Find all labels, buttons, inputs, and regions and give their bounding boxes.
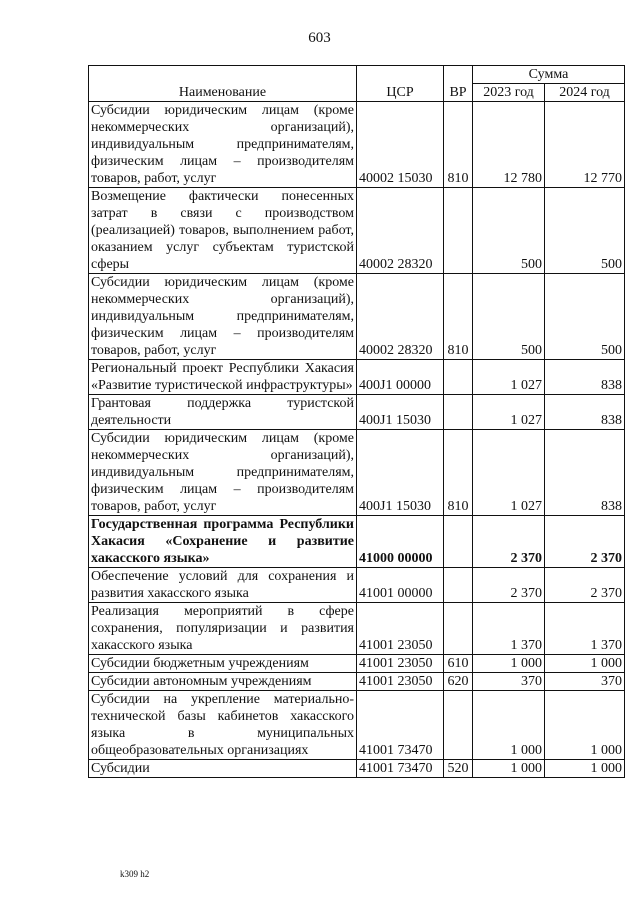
- row-vr: [444, 568, 473, 603]
- table-row: [89, 188, 625, 274]
- table-row: [89, 360, 625, 395]
- row-sum-2024: 838: [545, 430, 625, 516]
- row-csr: 41000 00000: [357, 516, 444, 568]
- row-vr: [444, 188, 473, 274]
- row-csr: 41001 73470: [357, 760, 444, 778]
- row-sum-2023: 370: [473, 673, 545, 691]
- table-row: [89, 430, 625, 516]
- row-name: Субсидии бюджетным учреждениям: [89, 655, 357, 673]
- row-sum-2023: 1 000: [473, 691, 545, 760]
- row-name: Региональный проект Республики Хакасия «Развитие туристической инфраструктуры»: [89, 360, 357, 395]
- row-sum-2024: 838: [545, 360, 625, 395]
- table-row: [89, 102, 625, 188]
- row-vr: 810: [444, 430, 473, 516]
- row-vr: [444, 360, 473, 395]
- row-vr: 520: [444, 760, 473, 778]
- row-csr: 41001 73470: [357, 691, 444, 760]
- row-name: Субсидии автономным учреждениям: [89, 673, 357, 691]
- row-sum-2023: 1 000: [473, 760, 545, 778]
- column-header-2024: 2024 год: [545, 84, 625, 102]
- row-sum-2024: 370: [545, 673, 625, 691]
- row-name: Субсидии: [89, 760, 357, 778]
- row-name: Субсидии юридическим лицам (кроме некоммерческих организаций), индивидуальным предпринимателям, физическим лицам – производителям товаров, работ, услуг: [89, 430, 357, 516]
- column-header-2023: 2023 год: [473, 84, 545, 102]
- table-row: [89, 655, 625, 673]
- budget-table: [88, 65, 625, 778]
- row-vr: [444, 516, 473, 568]
- table-row: [89, 673, 625, 691]
- row-sum-2023: 1 027: [473, 430, 545, 516]
- row-csr: 40002 28320: [357, 188, 444, 274]
- row-csr: 400J1 15030: [357, 430, 444, 516]
- page-number: 603: [308, 30, 331, 46]
- row-csr: 41001 23050: [357, 603, 444, 655]
- row-name: Субсидии юридическим лицам (кроме некоммерческих организаций), индивидуальным предпринимателям, физическим лицам – производителям товаров, работ, услуг: [89, 274, 357, 360]
- row-sum-2024: 12 770: [545, 102, 625, 188]
- column-header-sum: Сумма: [473, 66, 625, 84]
- table-row: [89, 760, 625, 778]
- row-sum-2024: 500: [545, 274, 625, 360]
- row-sum-2024: 2 370: [545, 516, 625, 568]
- table-row: [89, 568, 625, 603]
- table-row: [89, 691, 625, 760]
- row-csr: 41001 23050: [357, 655, 444, 673]
- row-sum-2024: 838: [545, 395, 625, 430]
- row-vr: [444, 691, 473, 760]
- row-csr: 41001 23050: [357, 673, 444, 691]
- row-name: Реализация мероприятий в сфере сохранения, популяризации и развития хакасского языка: [89, 603, 357, 655]
- row-sum-2023: 500: [473, 188, 545, 274]
- row-sum-2023: 12 780: [473, 102, 545, 188]
- row-sum-2023: 1 000: [473, 655, 545, 673]
- column-header-vr: ВР: [444, 66, 473, 102]
- row-name: Субсидии юридическим лицам (кроме некоммерческих организаций), индивидуальным предпринимателям, физическим лицам – производителям товаров, работ, услуг: [89, 102, 357, 188]
- row-name: Субсидии на укрепление материально-технической базы кабинетов хакасского языка в муниципальных общеобразовательных организациях: [89, 691, 357, 760]
- row-sum-2023: 1 370: [473, 603, 545, 655]
- table-row: [89, 516, 625, 568]
- row-vr: 810: [444, 274, 473, 360]
- row-sum-2024: 500: [545, 188, 625, 274]
- row-csr: 400J1 00000: [357, 360, 444, 395]
- row-sum-2023: 500: [473, 274, 545, 360]
- table-row: [89, 274, 625, 360]
- row-sum-2024: 1 000: [545, 760, 625, 778]
- row-csr: 40002 28320: [357, 274, 444, 360]
- row-sum-2024: 1 000: [545, 691, 625, 760]
- row-sum-2024: 2 370: [545, 568, 625, 603]
- row-sum-2024: 1 000: [545, 655, 625, 673]
- row-name: Обеспечение условий для сохранения и развития хакасского языка: [89, 568, 357, 603]
- row-csr: 40002 15030: [357, 102, 444, 188]
- row-name: Государственная программа Республики Хакасия «Сохранение и развитие хакасского языка»: [89, 516, 357, 568]
- row-name: Грантовая поддержка туристской деятельности: [89, 395, 357, 430]
- row-vr: 610: [444, 655, 473, 673]
- row-csr: 41001 00000: [357, 568, 444, 603]
- row-vr: [444, 395, 473, 430]
- row-sum-2023: 1 027: [473, 395, 545, 430]
- row-name: Возмещение фактически понесенных затрат в связи с производством (реализацией) товаров, выполнением работ, оказанием услуг субъектам туристской сферы: [89, 188, 357, 274]
- footer-code: k309 h2: [120, 869, 150, 879]
- row-csr: 400J1 15030: [357, 395, 444, 430]
- row-sum-2024: 1 370: [545, 603, 625, 655]
- row-vr: 810: [444, 102, 473, 188]
- row-vr: 620: [444, 673, 473, 691]
- row-sum-2023: 1 027: [473, 360, 545, 395]
- table-body: [89, 102, 625, 778]
- row-sum-2023: 2 370: [473, 516, 545, 568]
- row-vr: [444, 603, 473, 655]
- row-sum-2023: 2 370: [473, 568, 545, 603]
- table-row: [89, 603, 625, 655]
- column-header-csr: ЦСР: [357, 66, 444, 102]
- column-header-name: Наименование: [89, 66, 357, 102]
- table-row: [89, 395, 625, 430]
